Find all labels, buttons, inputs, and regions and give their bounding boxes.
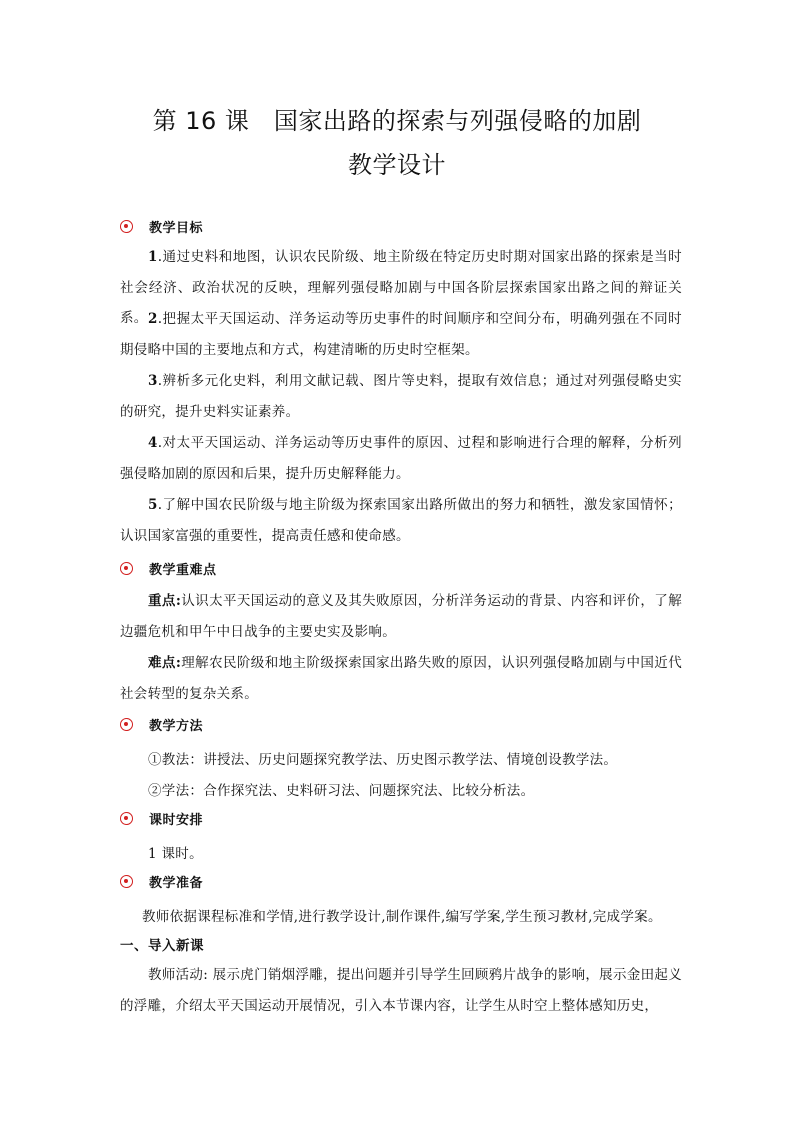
section-preparation (120, 870, 203, 892)
goal-text: .通过史料和地图，认识农民阶级、地主阶级在特定历史时期对国家出路的探索是当时社会经济、政治状况的反映，理解列强侵略加剧与中国各阶层探索国家出路之间的辩证关系。 (120, 249, 682, 326)
difficulty-label: 难点: (148, 655, 182, 671)
schedule-text: 1 课时。 (148, 846, 203, 862)
goal-item (120, 304, 682, 365)
section-goals (120, 215, 203, 237)
teaching-method: ①教法：讲授法、历史问题探究教学法、历史图示教学法、情境创设教学法。 (148, 752, 618, 768)
goal-number: 3 (148, 373, 158, 389)
difficulty-paragraph (120, 648, 682, 709)
section-title: 教学准备 (149, 875, 204, 891)
circle-bullet-icon (120, 562, 133, 575)
focus-text: 认识太平天国运动的意义及其失败原因，分析洋务运动的背景、内容和评价，了解边疆危机和甲午中日战争的主要史实及影响。 (120, 593, 682, 640)
section-schedule (120, 807, 203, 829)
goal-number: 2 (148, 311, 158, 327)
section-title: 课时安排 (149, 812, 204, 828)
intro-heading: 一、导入新课 (120, 938, 204, 954)
focus-label: 重点: (148, 593, 182, 609)
focus-paragraph (120, 586, 682, 647)
section-methods (120, 713, 203, 735)
section-title: 教学方法 (149, 718, 204, 734)
section-title: 教学重难点 (149, 562, 217, 578)
goal-text: .了解中国农民阶级与地主阶级为探索国家出路所做出的努力和牺牲，激发家国情怀；认识国家富强的重要性，提高责任感和使命感。 (120, 497, 682, 544)
circle-bullet-icon (120, 875, 133, 888)
goal-text: .把握太平天国运动、洋务运动等历史事件的时间顺序和空间分布，明确列强在不同时期侵略中国的主要地点和方式，构建清晰的历史时空框架。 (120, 311, 682, 358)
goal-number: 4 (148, 435, 158, 451)
intro-paragraph: 教师活动: 展示虎门销烟浮雕，提出问题并引导学生回顾鸦片战争的影响，展示金田起义的浮雕，介绍太平天国运动开展情况，引入本节课内容，让学生从时空上整体感知历史， (120, 967, 682, 1014)
section-key-points (120, 557, 217, 579)
goal-number: 1 (148, 249, 158, 265)
goal-number: 5 (148, 497, 158, 513)
difficulty-text: 理解农民阶级和地主阶级探索国家出路失败的原因，认识列强侵略加剧与中国近代社会转型的复杂关系。 (120, 655, 682, 702)
section-title: 教学目标 (149, 220, 204, 236)
learning-method: ②学法：合作探究法、史料研习法、问题探究法、比较分析法。 (148, 783, 535, 799)
circle-bullet-icon (120, 812, 133, 825)
circle-bullet-icon (120, 220, 133, 233)
circle-bullet-icon (120, 718, 133, 731)
goal-item (120, 490, 682, 551)
goal-item (120, 366, 682, 427)
goal-text: .辨析多元化史料，利用文献记载、图片等史料，提取有效信息；通过对列强侵略史实的研究，提升史料实证素养。 (120, 373, 682, 420)
preparation-text: 教师依据课程标准和学情,进行教学设计,制作课件,编写学案,学生预习教材,完成学案。 (142, 909, 662, 925)
page-subtitle: 教学设计 (348, 151, 446, 179)
goal-item (120, 428, 682, 489)
page-title: 第 16 课 国家出路的探索与列强侵略的加剧 (152, 107, 642, 135)
goal-text: .对太平天国运动、洋务运动等历史事件的原因、过程和影响进行合理的解释，分析列强侵略加剧的原因和后果，提升历史解释能力。 (120, 435, 682, 482)
